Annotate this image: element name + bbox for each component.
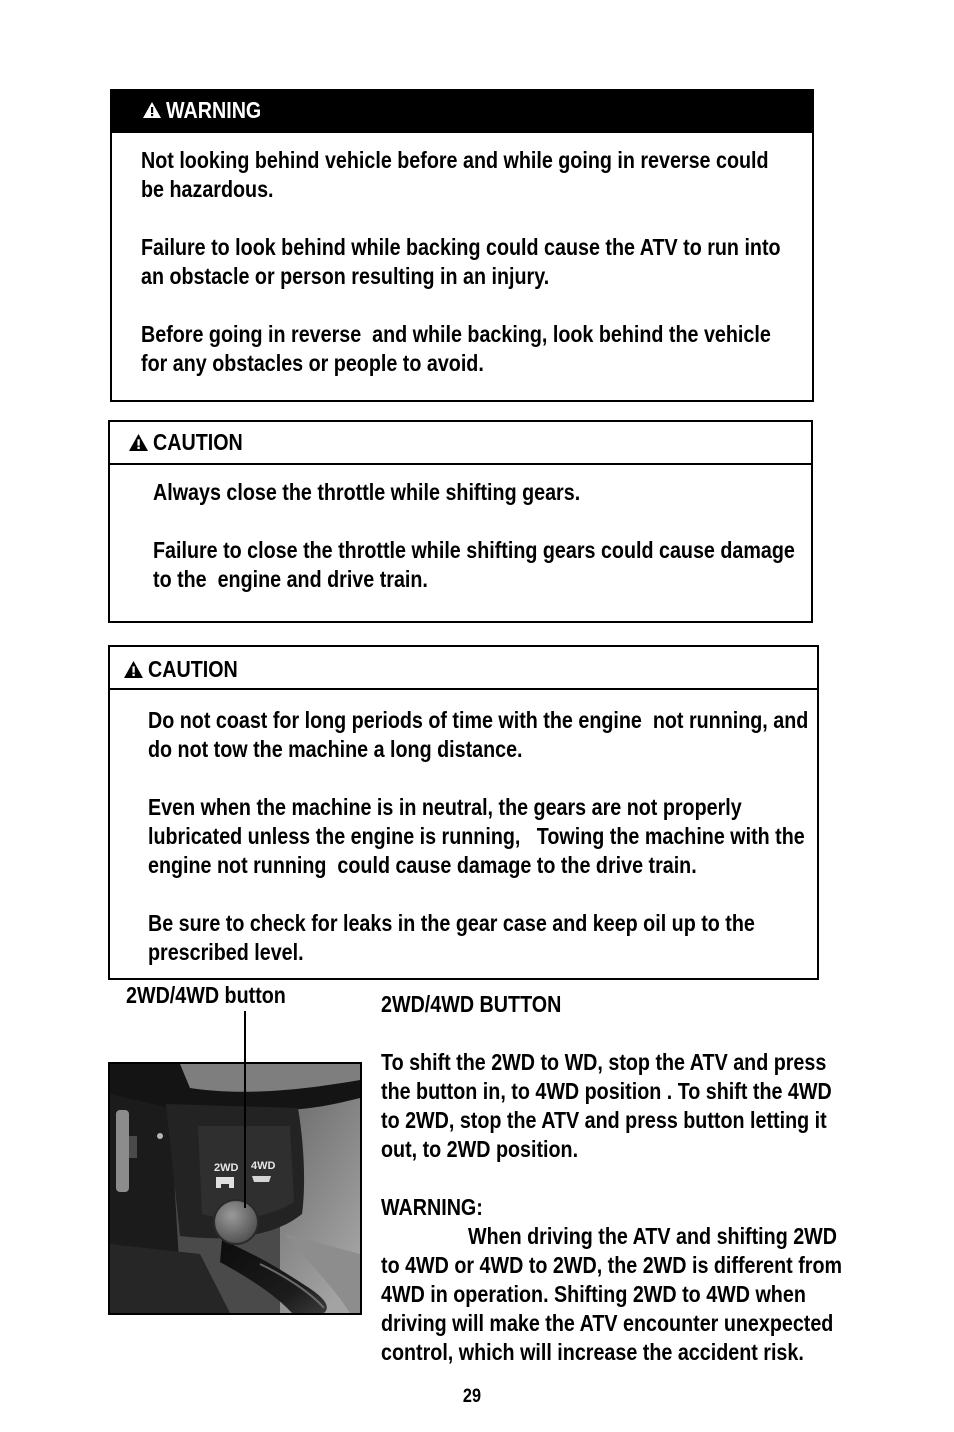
paragraph <box>141 146 801 204</box>
paragraph <box>381 1193 921 1367</box>
caution-box-towing <box>108 645 819 980</box>
paragraph <box>148 793 808 880</box>
paragraph <box>153 478 803 507</box>
caution-body <box>153 478 803 594</box>
warning-box <box>110 89 814 402</box>
callout-pointer-line <box>244 1011 246 1208</box>
text-line: lubricated unless the engine is running, Towing the machine with the <box>148 822 805 849</box>
warning-triangle-icon <box>143 102 161 118</box>
text-line: to 4WD or 4WD to 2WD, the 2WD is different from <box>381 1251 843 1278</box>
caution-title: CAUTION <box>153 428 243 455</box>
paragraph <box>381 1048 921 1164</box>
paragraph <box>148 909 808 967</box>
paragraph <box>141 233 801 291</box>
photo-label-4wd: 4WD <box>251 1160 276 1172</box>
text-line: Not looking behind vehicle before and while going in reverse could <box>141 146 769 173</box>
text-line: out, to 2WD position. <box>381 1135 579 1162</box>
text-line: for any obstacles or people to avoid. <box>141 349 484 376</box>
text-line: the button in, to 4WD position . To shift the 4WD <box>381 1077 832 1104</box>
section-heading: 2WD/4WD BUTTON <box>381 990 562 1017</box>
caution-triangle-icon <box>129 434 148 451</box>
text-line: Always close the throttle while shifting gears. <box>153 478 581 505</box>
photo-label-2wd: 2WD <box>214 1162 239 1174</box>
figure-callout-label: 2WD/4WD button <box>126 981 286 1008</box>
text-line: Be sure to check for leaks in the gear case and keep oil up to the <box>148 909 755 936</box>
caution-title: CAUTION <box>148 655 238 682</box>
warning-label: WARNING: <box>381 1193 483 1220</box>
page-number: 29 <box>462 1386 482 1407</box>
caution-triangle-icon <box>124 661 143 678</box>
text-line: prescribed level. <box>148 938 304 965</box>
text-line: Failure to look behind while backing could cause the ATV to run into <box>141 233 781 260</box>
text-line: engine not running could cause damage to the drive train. <box>148 851 697 878</box>
warning-body <box>141 146 801 378</box>
paragraph <box>381 990 921 1019</box>
text-line: be hazardous. <box>141 175 274 202</box>
text-line: driving will make the ATV encounter unexpected <box>381 1309 834 1336</box>
button-instructions-section <box>381 990 921 1367</box>
text-line: When driving the ATV and shifting 2WD <box>468 1222 838 1249</box>
text-line: an obstacle or person resulting in an injury. <box>141 262 550 289</box>
caution-box-throttle <box>108 420 813 623</box>
text-line: Before going in reverse and while backing, look behind the vehicle <box>141 320 771 347</box>
text-line: 4WD in operation. Shifting 2WD to 4WD when <box>381 1280 806 1307</box>
text-line: Even when the machine is in neutral, the gears are not properly <box>148 793 742 820</box>
text-line: to the engine and drive train. <box>153 565 428 592</box>
button-photo <box>108 1062 362 1315</box>
text-line: Failure to close the throttle while shifting gears could cause damage <box>153 536 795 563</box>
text-line: to 2WD, stop the ATV and press button letting it <box>381 1106 827 1133</box>
warning-title: WARNING <box>166 96 262 123</box>
caution-body <box>148 706 808 967</box>
text-line: To shift the 2WD to WD, stop the ATV and press <box>381 1048 827 1075</box>
text-line: do not tow the machine a long distance. <box>148 735 523 762</box>
text-line: control, which will increase the accident risk. <box>381 1338 804 1365</box>
paragraph <box>141 320 801 378</box>
paragraph <box>148 706 808 764</box>
text-line: Do not coast for long periods of time with the engine not running, and <box>148 706 809 733</box>
paragraph <box>153 536 803 594</box>
